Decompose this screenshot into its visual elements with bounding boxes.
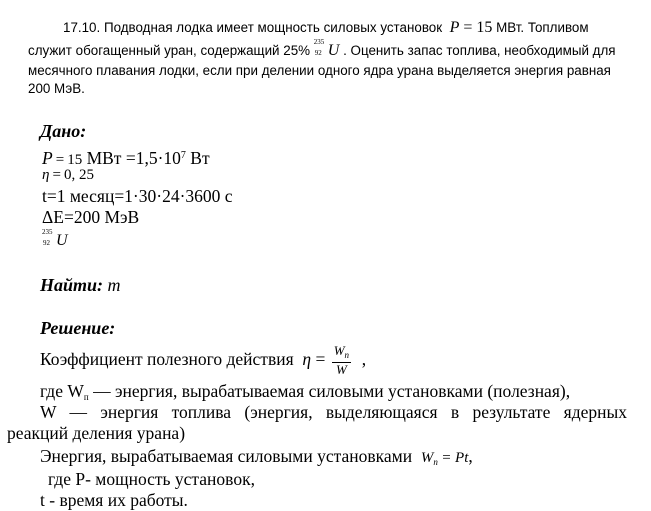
find-title: Найти: (40, 275, 104, 295)
problem-line-3: месячного плавания лодки, если при делении одного ядра урана выделяется энергия равная (28, 63, 611, 78)
solution-p-where: где P- мощность установок, (48, 469, 255, 489)
power-eq: = (463, 19, 473, 36)
find-var: m (107, 275, 121, 295)
given-time: t=1 месяц=1·30·24·3600 с (42, 186, 233, 206)
solution-where-2: W — энергия топлива (энергия, выделяющаяся в результате ядерных (40, 402, 627, 422)
find-line (40, 275, 121, 296)
isotope-symbol: U (327, 42, 340, 59)
power-val: 15 (476, 19, 493, 36)
efficiency-fraction: $\frac{W_п}{W}$ (333, 343, 350, 378)
solution-title: Решение: (40, 318, 116, 338)
problem-text-1: Подводная лодка имеет мощность силовых установок (103, 20, 443, 35)
given-isotope-notation: 235 92 (42, 228, 53, 247)
solution-energy: Энергия, вырабатываемая силовыми установками $W_п = Pt$, (40, 446, 473, 467)
solution-where-3: реакций деления урана) (7, 423, 186, 443)
power-unit: МВт. Топливом (496, 20, 589, 35)
problem-line-2 (28, 40, 616, 60)
given-power: P = 15 МВт $=1,5\cdot 10^7$ Вт (42, 148, 210, 168)
solution-t-where: t - время их работы. (40, 490, 188, 510)
isotope-notation: 235 92 (313, 38, 325, 57)
problem-line-2b: . Оценить запас топлива, необходимый для (343, 43, 616, 58)
problem-line-4: 200 МэВ. (28, 81, 85, 96)
given-title: Дано: (40, 121, 87, 141)
given-efficiency: η = 0, 25 (42, 167, 94, 183)
problem-line-2a: служит обогащенный уран, содержащий 25% (28, 43, 311, 58)
given-energy: ΔE=200 МэВ (42, 207, 140, 227)
problem-number: 17.10. (63, 20, 101, 35)
solution-where-1: где $W_п$ — энергия, вырабатываемая силовыми установками (полезная), (40, 381, 571, 402)
problem-line-1 (63, 18, 589, 37)
power-var: P (449, 19, 460, 36)
given-isotope: 235 92 U (42, 228, 68, 249)
solution-efficiency: Коэффициент полезного действия η = $\frac{W_п}{W}$ , (40, 343, 367, 378)
